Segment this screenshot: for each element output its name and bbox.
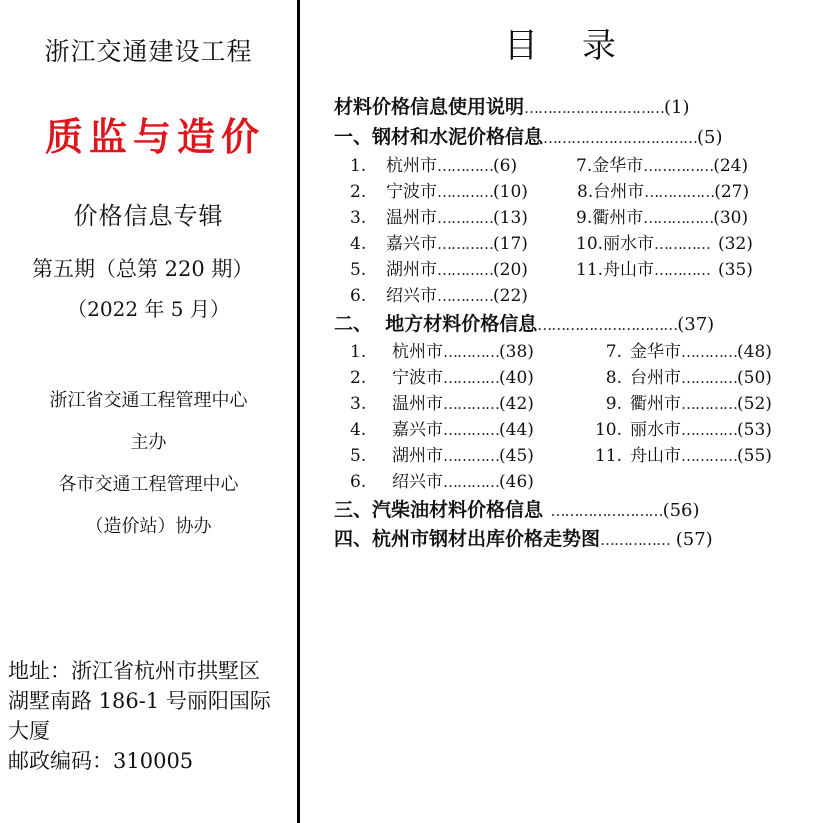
- toc-entry-label: 材料价格信息使用说明: [334, 96, 525, 118]
- host-role: 主办: [130, 432, 167, 453]
- page-number: (48): [737, 342, 772, 362]
- leader-dots: …………: [681, 343, 737, 361]
- city-name: 温州市: [386, 208, 437, 228]
- entry-number: 3.: [350, 208, 367, 228]
- city-name: 台州市: [593, 182, 645, 202]
- leader-dots: …………: [437, 287, 493, 305]
- toc-subentry[interactable]: [350, 255, 528, 280]
- toc-entry-label: 二、 地方材料价格信息: [334, 313, 538, 335]
- leader-dots: …………: [443, 447, 499, 465]
- toc-subentry[interactable]: [350, 467, 534, 492]
- page-number: (37): [677, 314, 715, 335]
- leader-dots: ……………: [644, 183, 715, 201]
- magazine-title: 质监与造价: [44, 114, 265, 159]
- toc-entry-label: 一、钢材和水泥价格信息: [334, 126, 544, 148]
- leader-dots: …………: [437, 183, 493, 201]
- page-number: (5): [697, 127, 723, 148]
- entry-number: 11.: [576, 260, 604, 280]
- page-number: (50): [737, 368, 772, 388]
- toc-subentry[interactable]: [576, 151, 748, 176]
- leader-dots: ……………: [643, 157, 714, 175]
- page-number: (24): [713, 156, 749, 176]
- entry-number: 6.: [350, 472, 367, 492]
- city-name: 丽水市: [630, 420, 681, 440]
- city-name: 宁波市: [392, 368, 443, 388]
- leader-dots: …………………………: [524, 99, 665, 117]
- page-number: (35): [718, 260, 753, 280]
- page-number: (22): [493, 286, 528, 306]
- toc-subentry[interactable]: [576, 203, 748, 228]
- entry-number: 5.: [350, 446, 367, 466]
- toc-entry-intro[interactable]: [334, 92, 690, 119]
- leader-dots: …………: [437, 235, 493, 253]
- issue-number: 第五期（总第 220 期）: [32, 257, 254, 281]
- entry-number: 1.: [350, 342, 367, 362]
- toc-title: [300, 18, 820, 67]
- page-number: (27): [714, 182, 750, 202]
- entry-number: 4.: [350, 234, 367, 254]
- entry-number: 9.: [576, 208, 593, 228]
- subtitle: 价格信息专辑: [73, 202, 224, 230]
- toc-subentry[interactable]: [350, 441, 534, 466]
- city-name: 衢州市: [592, 208, 644, 228]
- toc-section-4[interactable]: [334, 524, 713, 551]
- address-block: [8, 656, 293, 776]
- toc-subentry[interactable]: [577, 177, 749, 202]
- co-role: （造价站）协办: [85, 516, 212, 537]
- entry-number: 2.: [350, 368, 367, 388]
- entry-number: 10.: [594, 420, 622, 440]
- city-name: 湖州市: [392, 446, 443, 466]
- entry-number: 7.: [605, 342, 622, 362]
- toc-title-char: 目: [504, 26, 538, 66]
- page-number: (52): [737, 394, 772, 414]
- entry-number: 7.: [576, 156, 593, 176]
- toc-section-1[interactable]: [334, 122, 723, 149]
- entry-number: 8.: [605, 368, 622, 388]
- toc-subentry[interactable]: [350, 281, 528, 306]
- page-number: (1): [664, 97, 690, 118]
- toc-subentry[interactable]: [350, 363, 534, 388]
- toc-subentry[interactable]: [580, 441, 772, 466]
- leader-dots: ……………………………: [543, 129, 698, 147]
- toc-subentry[interactable]: [580, 363, 772, 388]
- leader-dots: …………: [443, 343, 499, 361]
- page-number: (40): [499, 368, 534, 388]
- leader-dots: …………: [654, 261, 711, 279]
- issue-date: （2022 年 5 月）: [67, 297, 230, 321]
- toc-entry-label: 四、杭州市钢材出库价格走势图: [334, 528, 601, 550]
- city-name: 金华市: [592, 156, 644, 176]
- toc-subentry[interactable]: [576, 229, 753, 254]
- city-name: 金华市: [630, 342, 681, 362]
- leader-dots: …………: [654, 235, 711, 253]
- city-name: 丽水市: [603, 234, 655, 254]
- address-line: 地址：浙江省杭州市拱墅区: [8, 659, 260, 683]
- entry-number: 3.: [350, 394, 367, 414]
- page-number: (10): [493, 182, 528, 202]
- toc-title-char: 录: [582, 26, 616, 66]
- page-number: (32): [718, 234, 753, 254]
- toc-subentry[interactable]: [576, 255, 753, 280]
- toc-subentry[interactable]: [350, 415, 534, 440]
- page-number: (42): [499, 394, 534, 414]
- city-name: 舟山市: [630, 446, 681, 466]
- city-name: 舟山市: [603, 260, 655, 280]
- entry-number: 6.: [350, 286, 367, 306]
- leader-dots: …………: [443, 369, 499, 387]
- page-number: (44): [499, 420, 534, 440]
- toc-subentry[interactable]: [350, 177, 528, 202]
- toc-subentry[interactable]: [350, 203, 528, 228]
- toc-subentry[interactable]: [580, 415, 772, 440]
- leader-dots: …………: [443, 421, 499, 439]
- co-organization: 各市交通工程管理中心: [58, 474, 239, 495]
- city-name: 杭州市: [392, 342, 443, 362]
- page-number: (57): [670, 529, 713, 550]
- toc-subentry[interactable]: [350, 229, 528, 254]
- toc-entry-label: 三、汽柴油材料价格信息: [334, 499, 544, 521]
- city-name: 绍兴市: [386, 286, 437, 306]
- leader-dots: …………: [437, 261, 493, 279]
- leader-dots: …………: [437, 209, 493, 227]
- page-number: (30): [713, 208, 749, 228]
- entry-number: 10.: [576, 234, 604, 254]
- leader-dots: ……………: [643, 209, 714, 227]
- table-of-contents: [300, 0, 820, 823]
- postal-code: 邮政编码：310005: [8, 749, 194, 773]
- toc-subentry[interactable]: [350, 151, 517, 176]
- entry-number: 4.: [350, 420, 367, 440]
- leader-dots: …………: [443, 395, 499, 413]
- page-number: (6): [493, 156, 518, 176]
- page-number: (56): [662, 500, 700, 521]
- page-number: (45): [499, 446, 534, 466]
- page-number: (46): [499, 472, 534, 492]
- city-name: 杭州市: [386, 156, 437, 176]
- page-number: (38): [499, 342, 534, 362]
- leader-dots: …………: [681, 369, 737, 387]
- city-name: 嘉兴市: [392, 420, 443, 440]
- address-line: 大厦: [8, 719, 50, 743]
- toc-subentry[interactable]: [350, 389, 534, 414]
- toc-subentry[interactable]: [580, 389, 772, 414]
- entry-number: 8.: [577, 182, 594, 202]
- city-name: 衢州市: [630, 394, 681, 414]
- leader-dots: ……………: [600, 531, 671, 549]
- page-number: (17): [493, 234, 528, 254]
- entry-number: 11.: [594, 446, 622, 466]
- leader-dots: …………: [681, 447, 737, 465]
- toc-section-2[interactable]: [334, 309, 714, 336]
- page-number: (53): [737, 420, 772, 440]
- page-number: (20): [493, 260, 528, 280]
- cover-panel: [0, 0, 297, 823]
- entry-number: 5.: [350, 260, 367, 280]
- city-name: 嘉兴市: [386, 234, 437, 254]
- leader-dots: …………………………: [537, 316, 678, 334]
- leader-dots: …………: [681, 421, 737, 439]
- address-line: 湖墅南路 186-1 号丽阳国际: [8, 689, 271, 713]
- leader-dots: …………: [437, 157, 493, 175]
- entry-number: 9.: [605, 394, 622, 414]
- toc-section-3[interactable]: [334, 495, 700, 522]
- host-organization: 浙江省交通工程管理中心: [49, 390, 248, 411]
- leader-dots: ……………………: [543, 502, 663, 520]
- org-title: 浙江交通建设工程: [44, 37, 253, 66]
- toc-subentry[interactable]: [580, 337, 772, 362]
- page-number: (55): [737, 446, 772, 466]
- page-number: (13): [493, 208, 528, 228]
- entry-number: 1.: [350, 156, 367, 176]
- city-name: 台州市: [630, 368, 681, 388]
- city-name: 温州市: [392, 394, 443, 414]
- city-name: 宁波市: [386, 182, 437, 202]
- city-name: 湖州市: [386, 260, 437, 280]
- city-name: 绍兴市: [392, 472, 443, 492]
- leader-dots: …………: [443, 473, 499, 491]
- entry-number: 2.: [350, 182, 367, 202]
- toc-subentry[interactable]: [350, 337, 534, 362]
- leader-dots: …………: [681, 395, 737, 413]
